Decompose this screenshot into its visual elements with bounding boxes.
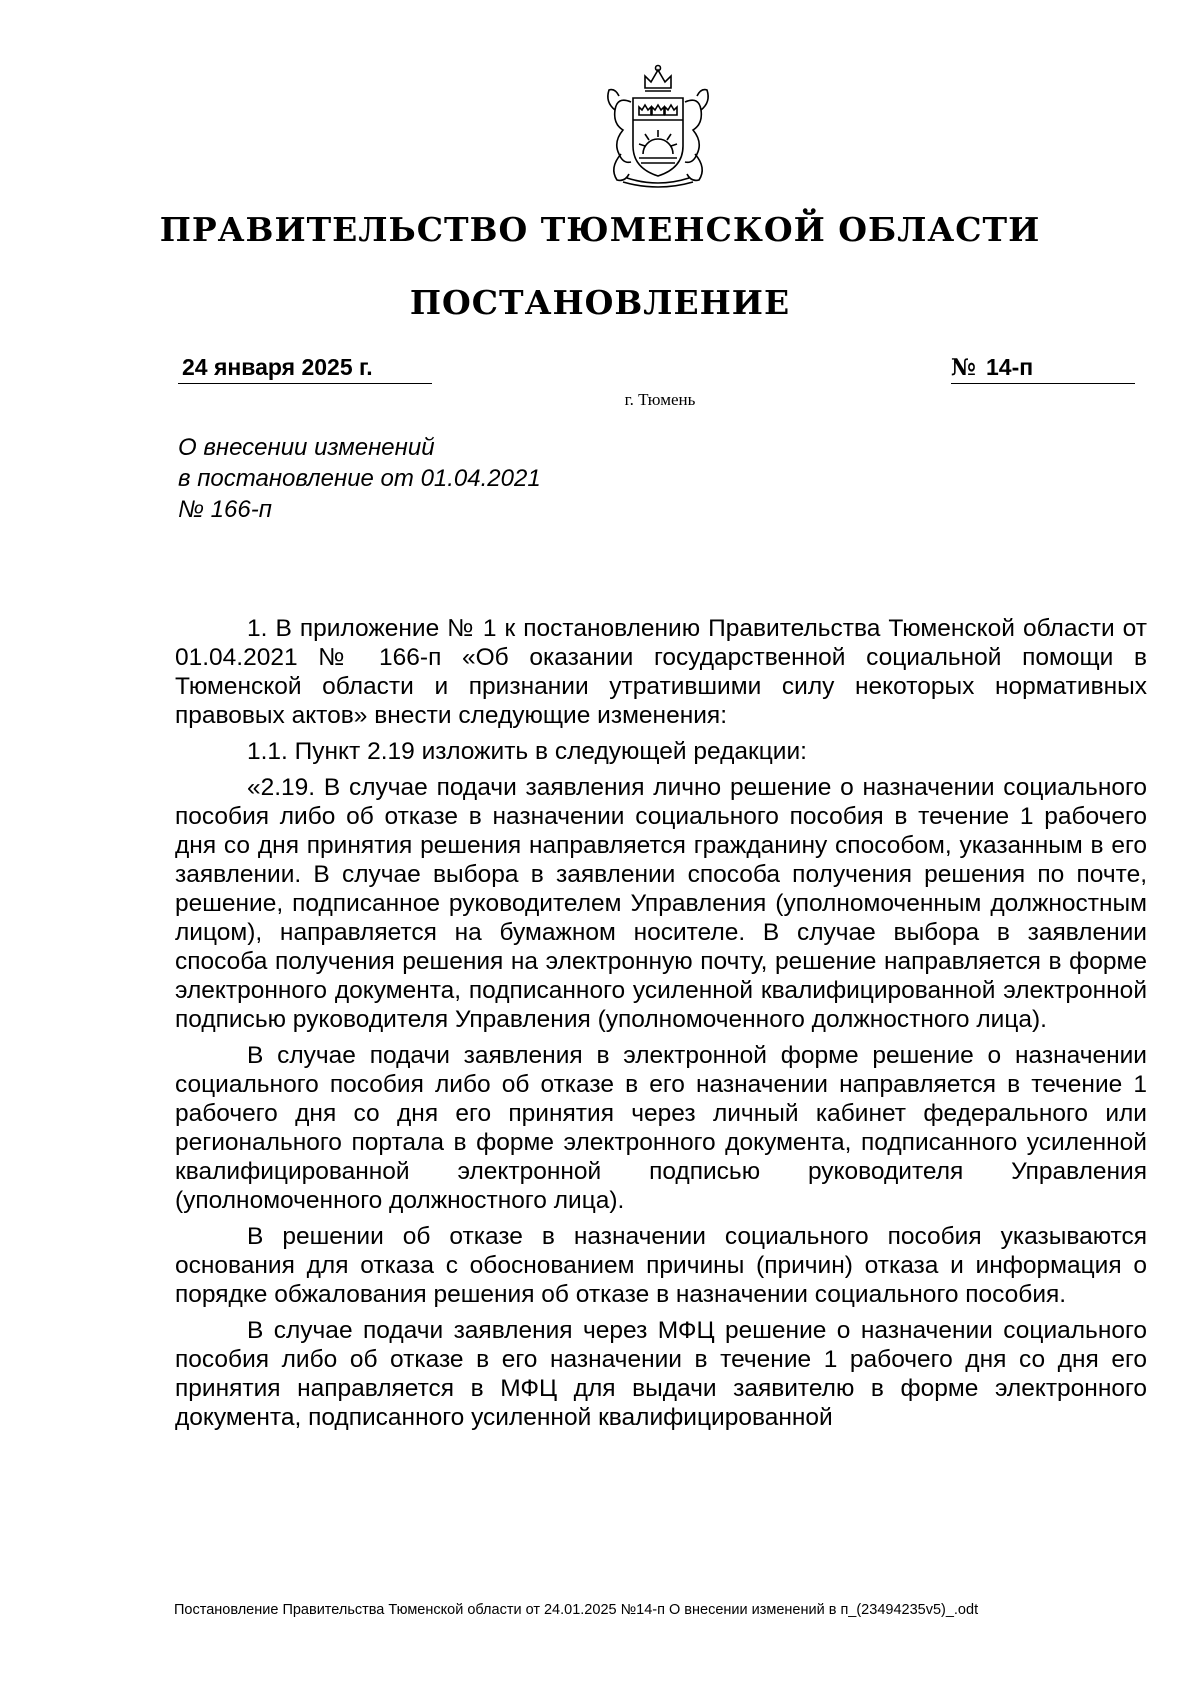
subject-line: О внесении изменений xyxy=(178,434,435,461)
body-paragraph: «2.19. В случае подачи заявления лично решение о назначении социального пособия либо об отказе в назначении социального пособия в течение 1 рабочего дня со дня принятия решения направляется гражданину способом, указанным в его заявлении. В случае выбора в заявлении способа получения решения по почте, решение, подписанное руководителем Управления (уполномоченным должностным лицом), направляется на бумажном носителе. В случае выбора в заявлении способа получения решения на электронную почту, решение направляется в форме электронного документа, подписанного усиленной квалифицированной электронной подписью руководителя Управления (уполномоченного должностного лица). xyxy=(175,774,1147,1033)
number-sign: № xyxy=(951,354,976,381)
subject-line: № 166-п xyxy=(178,496,272,523)
document-body xyxy=(175,614,1147,1432)
document-number xyxy=(951,354,1135,384)
number-value: 14-п xyxy=(986,354,1034,380)
body-paragraph: 1. В приложение № 1 к постановлению Правительства Тюменской области от 01.04.2021 № 166-п «Об оказании государственной социальной помощи в Тюменской области и признании утратившими силу некоторых нормативных правовых актов» внести следующие изменения: xyxy=(175,615,1147,729)
city: г. Тюмень xyxy=(624,390,696,409)
government-title: ПРАВИТЕЛЬСТВО ТЮМЕНСКОЙ ОБЛАСТИ xyxy=(159,210,1041,249)
emblem-graphic xyxy=(595,58,721,192)
subject-line: в постановление от 01.04.2021 xyxy=(178,465,541,492)
body-paragraph: В случае подачи заявления в электронной форме решение о назначении социального пособия либо об отказе в его назначении направляется в течение 1 рабочего дня со дня его принятия через личный кабинет федерального или регионального портала в форме электронного документа, подписанного усиленной квалифицированной электронной подписью руководителя Управления (уполномоченного должностного лица). xyxy=(175,1042,1147,1214)
date-value: 24 января 2025 г. xyxy=(182,354,373,380)
document-date xyxy=(178,354,432,384)
document-subject xyxy=(178,432,541,525)
coat-of-arms-icon xyxy=(595,58,721,192)
document-type: ПОСТАНОВЛЕНИЕ xyxy=(409,283,791,322)
body-paragraph: 1.1. Пункт 2.19 изложить в следующей редакции: xyxy=(247,738,807,765)
page-footer: Постановление Правительства Тюменской области от 24.01.2025 №14-п О внесении изменений в п_(23494235v5)_.odt xyxy=(174,1602,979,1618)
body-paragraph: В случае подачи заявления через МФЦ решение о назначении социального пособия либо об отказе в его назначении в течение 1 рабочего дня со дня его принятия направляется в МФЦ для выдачи заявителю в форме электронного документа, подписанного усиленной квалифицированной xyxy=(175,1317,1147,1431)
body-paragraph: В решении об отказе в назначении социального пособия указываются основания для отказа с обоснованием причины (причин) отказа и информация о порядке обжалования решения об отказе в назначении социального пособия. xyxy=(175,1223,1147,1308)
